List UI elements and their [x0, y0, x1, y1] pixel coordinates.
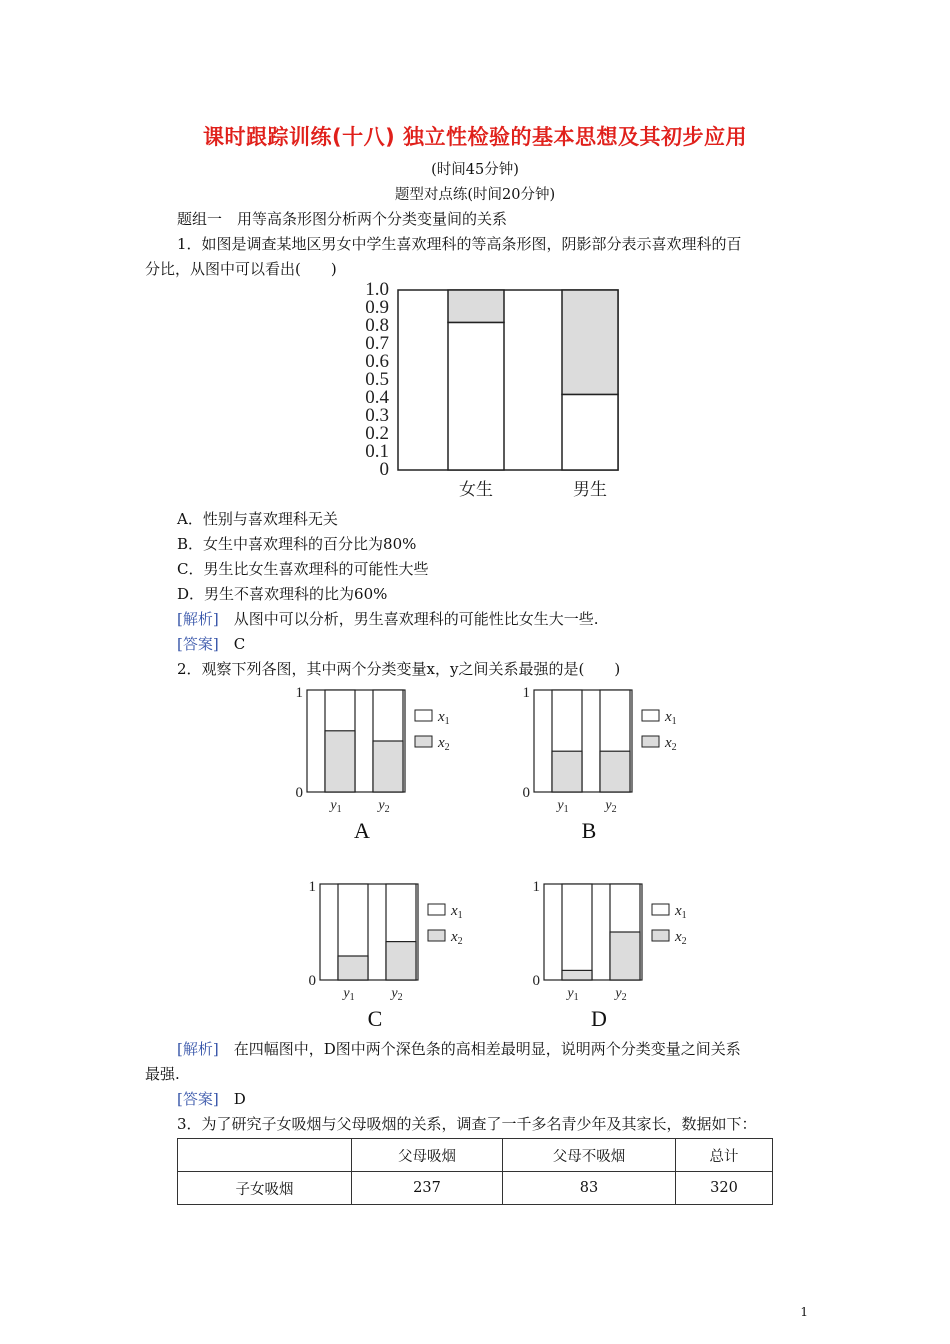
answer-tag: [答案]: [177, 635, 219, 653]
analysis-text: 从图中可以分析，男生喜欢理科的可能性比女生大一些.: [233, 610, 599, 628]
bar-lower: [552, 751, 582, 792]
bar-lower: [562, 970, 592, 980]
x-tick-label: $y_1$: [567, 986, 579, 1003]
q2-stem: 2．观察下列各图，其中两个分类变量x，y之间关系最强的是( ): [177, 660, 621, 678]
chart-label: D: [591, 1006, 607, 1031]
page-number: 1: [800, 1305, 808, 1319]
table-cell: 83: [503, 1172, 676, 1205]
chart-label: B: [581, 818, 597, 843]
x-tick-label: $y_2$: [615, 986, 627, 1003]
y-tick-label: 0: [379, 459, 389, 480]
y-tick-label: 0: [308, 973, 316, 989]
bar-segment: [562, 394, 618, 470]
bar-lower: [610, 932, 640, 980]
y-tick-label: 0.7: [365, 333, 389, 354]
legend-label: $x_1$: [675, 903, 687, 921]
legend-swatch: [415, 736, 432, 747]
chart-a: [290, 680, 480, 848]
x-tick-label: $y_1$: [557, 798, 569, 815]
q1-option-c: C．男生比女生喜欢理科的可能性大些: [177, 560, 429, 578]
answer-text: D: [233, 1090, 246, 1108]
bar-segment: [448, 322, 504, 470]
legend-label: $x_1$: [451, 903, 463, 921]
q3-stem: 3．为了研究子女吸烟与父母吸烟的关系，调查了一千多名青少年及其家长，数据如下：: [177, 1115, 757, 1133]
q1-option-d: D．男生不喜欢理科的比为60%: [177, 585, 388, 603]
y-tick-label: 0.6: [365, 351, 389, 372]
table-cell: 237: [352, 1172, 503, 1205]
y-tick-label: 0.1: [365, 441, 389, 462]
legend-swatch: [642, 710, 659, 721]
bar-lower: [600, 751, 630, 792]
bar-lower: [373, 741, 403, 792]
group-heading: 题组一 用等高条形图分析两个分类变量间的关系: [177, 210, 508, 228]
analysis-text: 在四幅图中，D图中两个深色条的高相差最明显，说明两个分类变量之间关系: [233, 1040, 741, 1058]
data-table: [177, 1138, 773, 1205]
y-tick-label: 1: [295, 685, 303, 701]
table-header-cell: [178, 1139, 352, 1172]
y-tick-label: 0.8: [365, 315, 389, 336]
analysis-tag: [解析]: [177, 1040, 219, 1058]
table-header-cell: 父母不吸烟: [503, 1139, 676, 1172]
table-header-cell: 父母吸烟: [352, 1139, 503, 1172]
chart-b: [517, 680, 707, 848]
legend-label: $x_2$: [438, 735, 450, 753]
x-tick-label: $y_1$: [343, 986, 355, 1003]
q1-stem-line1: 1．如图是调查某地区男女中学生喜欢理科的等高条形图，阴影部分表示喜欢理科的百: [177, 235, 742, 253]
analysis-tag: [解析]: [177, 610, 219, 628]
x-tick-label: 男生: [573, 480, 607, 499]
legend-swatch: [642, 736, 659, 747]
table-cell: 320: [676, 1172, 773, 1205]
answer-text: C: [233, 635, 246, 653]
table-cell: 子女吸烟: [178, 1172, 352, 1205]
x-tick-label: 女生: [459, 480, 493, 499]
y-tick-label: 0.4: [365, 387, 389, 408]
time-limit: (时间45分钟): [431, 162, 519, 178]
y-tick-label: 1.0: [365, 280, 389, 300]
bar-segment: [562, 290, 618, 394]
y-tick-label: 1: [522, 685, 530, 701]
y-tick-label: 0.3: [365, 405, 389, 426]
section-title: 题型对点练(时间20分钟): [394, 187, 556, 203]
q2-analysis-line2: 最强.: [145, 1065, 180, 1083]
chart-d: [527, 874, 717, 1032]
y-tick-label: 1: [308, 879, 316, 895]
x-tick-label: $y_2$: [391, 986, 403, 1003]
legend-label: $x_1$: [438, 709, 450, 727]
q1-analysis: [177, 608, 599, 629]
legend-swatch: [652, 930, 669, 941]
chart-c: [303, 874, 493, 1032]
q2-analysis-line1: [177, 1038, 741, 1059]
q1-answer: [177, 633, 245, 654]
bar-upper: [562, 884, 592, 980]
x-tick-label: $y_2$: [605, 798, 617, 815]
q1-option-a: A．性别与喜欢理科无关: [177, 510, 338, 528]
legend-swatch: [415, 710, 432, 721]
y-tick-label: 0: [522, 785, 530, 801]
table-header-cell: 总计: [676, 1139, 773, 1172]
x-tick-label: $y_1$: [330, 798, 342, 815]
q2-answer: [177, 1088, 246, 1109]
legend-label: $x_2$: [675, 929, 687, 947]
chart-label: C: [367, 1006, 383, 1031]
y-tick-label: 0.5: [365, 369, 389, 390]
y-tick-label: 0: [295, 785, 303, 801]
legend-swatch: [428, 930, 445, 941]
answer-tag: [答案]: [177, 1090, 219, 1108]
chart-label: A: [354, 818, 370, 843]
bar-lower: [325, 731, 355, 792]
table-header-row: [178, 1139, 773, 1172]
q1-stem-line2: 分比，从图中可以看出( ): [145, 260, 337, 278]
table-row: [178, 1172, 773, 1205]
legend-label: $x_1$: [665, 709, 677, 727]
x-tick-label: $y_2$: [378, 798, 390, 815]
bar-lower: [386, 942, 416, 980]
page-title: 课时跟踪训练(十八) 独立性检验的基本思想及其初步应用: [202, 125, 747, 149]
legend-swatch: [428, 904, 445, 915]
y-tick-label: 0: [532, 973, 540, 989]
legend-label: $x_2$: [665, 735, 677, 753]
legend-label: $x_2$: [451, 929, 463, 947]
q1-option-b: B．女生中喜欢理科的百分比为80%: [177, 535, 417, 553]
y-tick-label: 0.9: [365, 297, 389, 318]
y-tick-label: 0.2: [365, 423, 389, 444]
q1-chart: [340, 280, 640, 502]
bar-segment: [448, 290, 504, 322]
legend-swatch: [652, 904, 669, 915]
y-tick-label: 1: [532, 879, 540, 895]
bar-lower: [338, 956, 368, 980]
